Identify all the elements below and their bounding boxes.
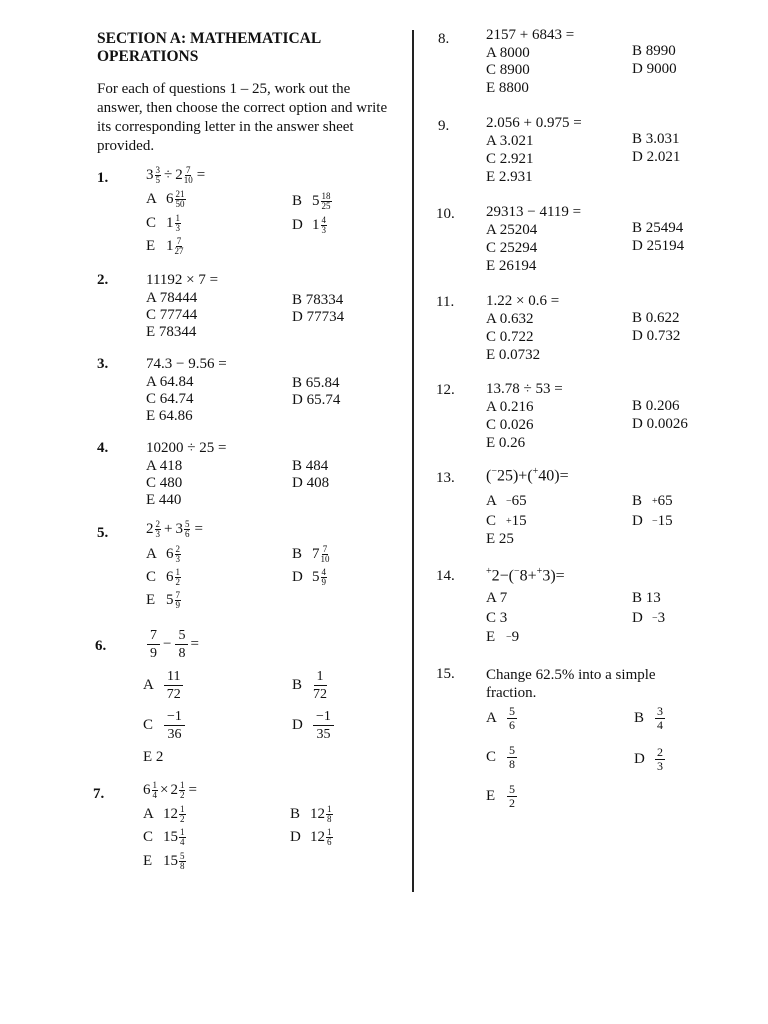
whole: 12 (310, 806, 325, 822)
denominator: 72 (313, 687, 327, 702)
paren: ) (512, 467, 519, 485)
option-b: B 0.622 (632, 310, 680, 326)
option-letter: E (146, 592, 156, 608)
denominator: 3 (321, 225, 326, 235)
value: 3 (657, 610, 666, 626)
whole: 7 (312, 546, 320, 562)
option-b (634, 705, 665, 732)
denominator: 2 (180, 814, 185, 824)
fraction (164, 708, 185, 743)
option-letter: A (143, 806, 154, 822)
fraction (179, 828, 186, 847)
option-letter: A (143, 677, 154, 693)
option-b (632, 493, 673, 510)
numerator: 1 (175, 213, 180, 223)
operator: − (499, 567, 509, 585)
option-b (292, 545, 330, 564)
section-title: SECTION A: MATHEMATICAL OPERATIONS (97, 30, 321, 65)
option-d: D 0.732 (632, 328, 681, 344)
whole: 3 (146, 167, 154, 183)
fraction (152, 781, 159, 800)
option-letter: C (486, 749, 497, 765)
denominator: 3 (155, 529, 160, 539)
option-letter: A (486, 493, 497, 509)
numerator: 1 (327, 827, 332, 837)
option-letter: D (292, 717, 303, 733)
option-d: D 9000 (632, 61, 677, 77)
question-expression: 1.22 × 0.6 = (486, 293, 560, 309)
denominator: 2 (509, 796, 515, 810)
option-b (292, 192, 332, 211)
numerator: 3 (155, 165, 160, 175)
option-d (290, 828, 333, 847)
numerator: 2 (155, 519, 160, 529)
option-e: E 78344 (146, 324, 197, 340)
fraction (175, 190, 186, 209)
denominator: 36 (167, 727, 182, 742)
option-b (290, 805, 333, 824)
option-d: D 2.021 (632, 149, 681, 165)
option-e (143, 852, 186, 871)
value: 2 (491, 567, 500, 585)
fraction (507, 705, 517, 732)
option-letter: B (292, 677, 303, 693)
fraction (175, 568, 182, 587)
section-instructions: For each of questions 1 – 25, work out the answer, then choose the correct option and write its corresponding letter in the answer sheet provided. (97, 81, 388, 154)
numerator: 4 (321, 567, 326, 577)
option-c: C 25294 (486, 240, 538, 256)
question-number: 7. (93, 786, 105, 802)
value: 9 (511, 629, 520, 645)
denominator: 2 (179, 790, 185, 800)
option-a (146, 545, 181, 564)
option-c: C 2.921 (486, 151, 534, 167)
fraction (184, 166, 193, 185)
fraction (175, 627, 188, 662)
equals-sign: = (559, 467, 569, 485)
value: 15 (657, 513, 673, 529)
option-d (634, 746, 665, 773)
fraction (155, 520, 162, 539)
option-c: C 77744 (146, 307, 198, 323)
whole: 2 (146, 521, 154, 537)
operator: + (518, 467, 528, 485)
paren: ( (527, 467, 533, 485)
fraction (179, 852, 186, 871)
fraction (175, 591, 182, 610)
value: 15 (511, 513, 527, 529)
numerator: 1 (152, 780, 157, 790)
option-a (146, 190, 186, 209)
numerator: 5 (184, 519, 190, 529)
option-a: A 7 (486, 590, 508, 606)
option-d: D 408 (292, 475, 330, 491)
sign: + (486, 566, 492, 577)
numerator: 5 (509, 704, 515, 718)
equals-sign: = (555, 567, 565, 585)
option-letter: C (146, 215, 157, 231)
option-b: B 3.031 (632, 131, 680, 147)
fraction (321, 545, 330, 564)
fraction (175, 545, 182, 564)
sign: + (532, 466, 539, 477)
numerator: 5 (180, 851, 185, 861)
option-letter: D (632, 513, 643, 529)
option-e: E 64.86 (146, 408, 193, 424)
denominator: 10 (183, 175, 193, 185)
fraction (321, 192, 332, 211)
option-letter: D (292, 569, 303, 585)
value: 3 (542, 567, 551, 585)
option-a: A 0.216 (486, 399, 534, 415)
option-b: B 13 (632, 590, 661, 606)
whole: 6 (166, 546, 174, 562)
fraction (147, 627, 160, 662)
denominator: 9 (321, 577, 326, 587)
numerator: 5 (509, 782, 515, 796)
operator: × (160, 782, 169, 798)
option-e: E 0.0732 (486, 347, 541, 363)
question-number: 15. (436, 666, 455, 682)
option-d: D 65.74 (292, 392, 341, 408)
option-e: E 8800 (486, 80, 529, 96)
question-number: 8. (438, 31, 450, 47)
question-expression: 10200 ÷ 25 = (146, 440, 227, 456)
fraction (507, 783, 517, 810)
whole: 2 (175, 167, 183, 183)
denominator: 6 (184, 529, 190, 539)
numerator: 7 (322, 544, 328, 554)
paren: ) (554, 467, 560, 485)
option-letter: C (486, 513, 497, 529)
numerator: 2 (657, 745, 663, 759)
option-letter: D (632, 610, 643, 626)
option-a: A 0.632 (486, 311, 534, 327)
sign: + (506, 516, 512, 527)
option-e: E 2.931 (486, 169, 533, 185)
sign: − (652, 516, 658, 527)
option-c (146, 568, 181, 587)
fraction (184, 520, 191, 539)
operator: − (163, 636, 172, 652)
option-b: B 25494 (632, 220, 684, 236)
numerator: 5 (175, 627, 188, 645)
option-letter: B (292, 193, 303, 209)
option-c: C 8900 (486, 62, 530, 78)
option-e (146, 237, 184, 256)
option-d (632, 610, 665, 627)
option-b: B 65.84 (292, 375, 340, 391)
option-a: A 25204 (486, 222, 538, 238)
value: 65 (657, 493, 673, 509)
fraction (175, 214, 182, 233)
option-letter: E (143, 853, 153, 869)
denominator: 6 (327, 837, 332, 847)
fraction (655, 705, 665, 732)
option-letter: B (634, 710, 645, 726)
whole: 1 (312, 217, 320, 233)
option-letter: D (292, 217, 303, 233)
option-e: E 25 (486, 531, 514, 547)
denominator: 2 (175, 577, 180, 587)
option-e (146, 591, 181, 610)
value: 8 (519, 567, 528, 585)
fraction (321, 568, 328, 587)
question-number: 11. (436, 294, 455, 310)
option-c: C 0.026 (486, 417, 534, 433)
denominator: 3 (657, 759, 663, 773)
whole: 2 (170, 782, 178, 798)
option-a (143, 805, 186, 824)
denominator: 5 (155, 175, 160, 185)
numerator: 4 (321, 215, 326, 225)
denominator: 27 (174, 246, 184, 256)
option-a (486, 705, 517, 732)
sign: − (491, 466, 497, 477)
denominator: 4 (657, 718, 663, 732)
numerator: 7 (176, 236, 182, 246)
whole: 3 (175, 521, 183, 537)
question-expression: 2.056 + 0.975 = (486, 115, 582, 131)
numerator: 3 (657, 704, 663, 718)
option-letter: C (146, 569, 157, 585)
whole: 15 (163, 829, 178, 845)
denominator: 50 (175, 199, 185, 209)
option-letter: C (143, 829, 154, 845)
whole: 5 (312, 193, 320, 209)
question-expression: 11192 × 7 = (146, 272, 219, 288)
option-c: C 3 (486, 610, 508, 626)
option-e (486, 629, 519, 646)
numerator: −1 (313, 708, 334, 726)
fraction (507, 744, 517, 771)
numerator: 18 (321, 191, 331, 201)
option-c (143, 708, 185, 743)
question-number: 6. (95, 638, 107, 654)
numerator: 11 (164, 668, 183, 686)
fraction (313, 708, 334, 743)
value: 40 (538, 467, 555, 485)
whole: 5 (312, 569, 320, 585)
sign: + (652, 496, 658, 507)
sign: − (514, 566, 520, 577)
fraction (655, 746, 665, 773)
option-letter: E (146, 238, 156, 254)
question-expression (486, 566, 565, 585)
numerator: 1 (314, 668, 327, 686)
option-e: E 26194 (486, 258, 537, 274)
option-e (486, 783, 517, 810)
option-c: C 64.74 (146, 391, 194, 407)
sign: + (536, 566, 543, 577)
option-c: C 480 (146, 475, 183, 491)
option-b: B 78334 (292, 292, 344, 308)
question-expression: 13.78 ÷ 53 = (486, 381, 563, 397)
option-d (292, 216, 327, 235)
equals-sign: = (188, 782, 197, 798)
option-e: E 2 (143, 749, 164, 765)
question-number: 4. (97, 440, 109, 456)
option-letter: C (143, 717, 154, 733)
fraction (321, 216, 328, 235)
denominator: 3 (175, 223, 180, 233)
numerator: 1 (180, 827, 185, 837)
question-expression: 74.3 − 9.56 = (146, 356, 227, 372)
option-b: B 484 (292, 458, 329, 474)
option-letter: A (146, 546, 157, 562)
whole: 6 (166, 191, 174, 207)
option-letter: B (290, 806, 301, 822)
question-expression: 2157 + 6843 = (486, 27, 575, 43)
question-text: Change 62.5% into a simple fraction. (486, 667, 656, 701)
fraction (179, 805, 186, 824)
denominator: 25 (321, 201, 331, 211)
numerator: 1 (179, 780, 185, 790)
whole: 1 (166, 238, 174, 254)
column-divider (412, 30, 414, 892)
denominator: 8 (180, 861, 185, 871)
numerator: 5 (509, 743, 515, 757)
option-a (486, 493, 527, 510)
paren: ( (486, 467, 492, 485)
operator: ÷ (164, 167, 173, 183)
numerator: 1 (180, 804, 185, 814)
numerator: 7 (185, 165, 191, 175)
whole: 15 (163, 853, 178, 869)
question-expression (146, 627, 199, 662)
option-letter: D (634, 751, 645, 767)
question-number: 12. (436, 382, 455, 398)
denominator: 4 (180, 837, 185, 847)
question-number: 1. (97, 170, 109, 186)
option-letter: B (632, 493, 643, 509)
option-d (292, 708, 334, 743)
denominator: 6 (509, 718, 515, 732)
denominator: 72 (166, 687, 181, 702)
option-d: D 0.0026 (632, 416, 688, 432)
denominator: 3 (175, 554, 180, 564)
sign: − (506, 496, 512, 507)
question-expression (146, 520, 203, 539)
question-expression (143, 781, 197, 800)
option-c (143, 828, 186, 847)
equals-sign: = (196, 167, 206, 183)
whole: 12 (163, 806, 178, 822)
option-d: D 77734 (292, 309, 345, 325)
value: 25 (496, 467, 513, 485)
question-number: 13. (436, 470, 455, 486)
option-letter: E (486, 629, 496, 645)
operator: + (527, 567, 537, 585)
numerator: 7 (175, 590, 180, 600)
denominator: 35 (316, 727, 331, 742)
sign: − (506, 632, 512, 643)
option-letter: E (486, 788, 496, 804)
question-number: 9. (438, 118, 450, 134)
whole: 5 (166, 592, 174, 608)
equals-sign: = (194, 521, 203, 537)
option-b: B 8990 (632, 43, 676, 59)
denominator: 8 (327, 814, 332, 824)
option-a: A 64.84 (146, 374, 194, 390)
question-number: 14. (436, 568, 455, 584)
numerator: −1 (164, 708, 185, 726)
denominator: 8 (509, 757, 515, 771)
option-a: A 3.021 (486, 133, 534, 149)
option-b (292, 668, 327, 703)
question-expression (486, 466, 569, 485)
denominator: 4 (152, 790, 157, 800)
option-a: A 418 (146, 458, 183, 474)
numerator: 21 (175, 189, 185, 199)
option-letter: D (290, 829, 301, 845)
whole: 12 (310, 829, 325, 845)
option-d (632, 513, 673, 530)
option-c (486, 513, 527, 530)
question-number: 2. (97, 272, 109, 288)
option-a (143, 668, 183, 703)
option-c (146, 214, 181, 233)
fraction (155, 166, 162, 185)
option-b: B 0.206 (632, 398, 680, 414)
question-expression: 29313 − 4119 = (486, 204, 582, 220)
fraction (313, 668, 327, 703)
option-letter: A (146, 191, 157, 207)
option-c (486, 744, 517, 771)
operator: + (164, 521, 173, 537)
fraction (326, 828, 333, 847)
question-number: 3. (97, 356, 109, 372)
option-d: D 25194 (632, 238, 685, 254)
option-e: E 0.26 (486, 435, 526, 451)
fraction (179, 781, 186, 800)
fraction (175, 237, 184, 256)
option-e: E 440 (146, 492, 182, 508)
equals-sign: = (190, 636, 199, 652)
denominator: 10 (320, 554, 330, 564)
whole: 1 (166, 215, 174, 231)
option-a: A 8000 (486, 45, 530, 61)
paren: ) (550, 567, 556, 585)
option-letter: B (292, 546, 303, 562)
whole: 6 (143, 782, 151, 798)
question-expression (146, 166, 205, 185)
sign: − (652, 613, 658, 624)
question-number: 5. (97, 525, 109, 541)
numerator: 1 (175, 567, 180, 577)
fraction (326, 805, 333, 824)
option-letter: A (486, 710, 497, 726)
fraction (164, 668, 183, 703)
option-c: C 0.722 (486, 329, 534, 345)
option-d (292, 568, 327, 587)
option-a: A 78444 (146, 290, 198, 306)
denominator: 9 (150, 646, 157, 661)
numerator: 1 (327, 804, 332, 814)
value: 65 (511, 493, 527, 509)
whole: 6 (166, 569, 174, 585)
denominator: 8 (178, 646, 186, 661)
denominator: 9 (175, 600, 180, 610)
paren: ( (508, 567, 514, 585)
numerator: 2 (175, 544, 180, 554)
numerator: 7 (147, 627, 160, 645)
question-number: 10. (436, 206, 455, 222)
